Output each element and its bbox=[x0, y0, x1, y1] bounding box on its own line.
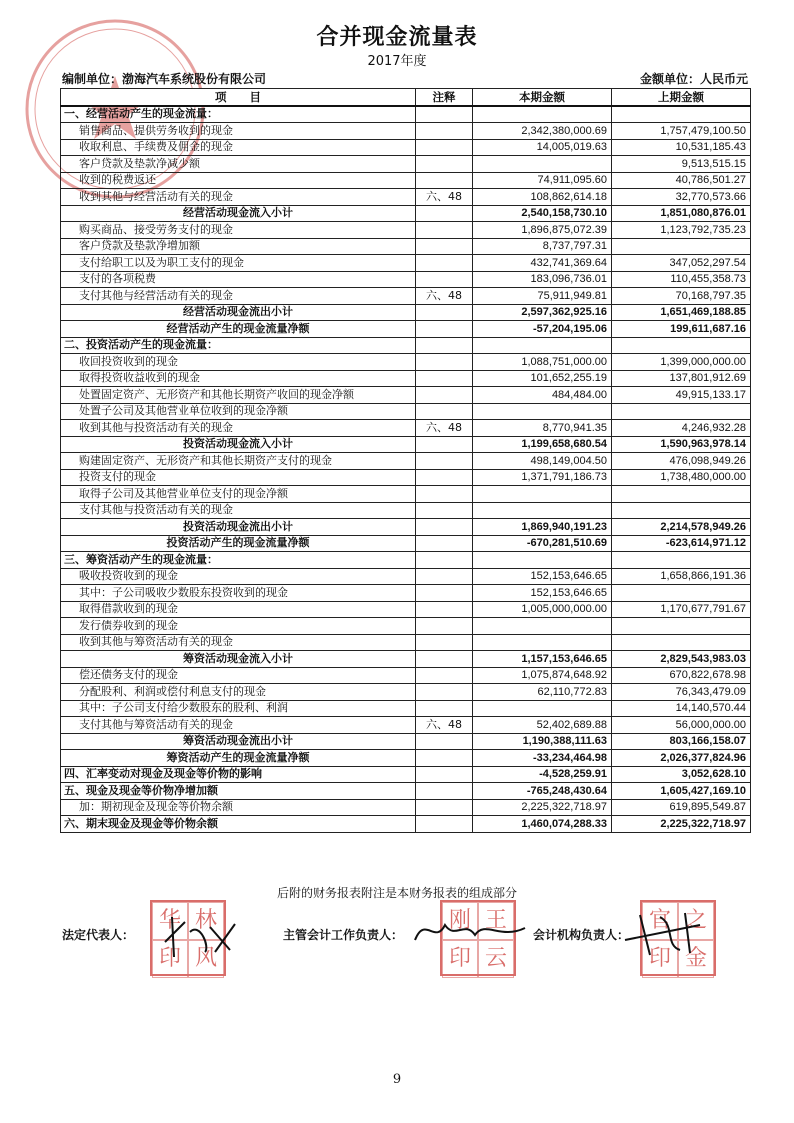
row-note bbox=[416, 139, 473, 156]
row-item: 收回投资收到的现金 bbox=[61, 354, 416, 371]
row-prior-amount: 1,123,792,735.23 bbox=[612, 222, 751, 239]
accounting-head-signature bbox=[410, 910, 530, 950]
row-prior-amount: 1,605,427,169.10 bbox=[612, 783, 751, 800]
row-current-amount: -4,528,259.91 bbox=[473, 766, 612, 783]
row-note bbox=[416, 123, 473, 140]
table-row bbox=[61, 403, 751, 420]
row-prior-amount bbox=[612, 403, 751, 420]
row-item: 经营活动现金流入小计 bbox=[61, 205, 416, 222]
table-row bbox=[61, 238, 751, 255]
row-note bbox=[416, 337, 473, 354]
row-current-amount: 1,157,153,646.65 bbox=[473, 651, 612, 668]
row-note bbox=[416, 568, 473, 585]
row-current-amount bbox=[473, 337, 612, 354]
table-row bbox=[61, 733, 751, 750]
row-current-amount: 2,540,158,730.10 bbox=[473, 205, 612, 222]
row-current-amount bbox=[473, 403, 612, 420]
accounting-org-head-signature bbox=[620, 905, 710, 960]
row-note bbox=[416, 816, 473, 833]
row-item: 吸收投资收到的现金 bbox=[61, 568, 416, 585]
row-prior-amount: 803,166,158.07 bbox=[612, 733, 751, 750]
row-prior-amount: 670,822,678.98 bbox=[612, 667, 751, 684]
row-prior-amount: 56,000,000.00 bbox=[612, 717, 751, 734]
row-current-amount: 74,911,095.60 bbox=[473, 172, 612, 189]
row-note bbox=[416, 519, 473, 536]
row-prior-amount: 1,590,963,978.14 bbox=[612, 436, 751, 453]
row-current-amount bbox=[473, 700, 612, 717]
row-item: 一、经营活动产生的现金流量： bbox=[61, 106, 416, 123]
row-current-amount: -33,234,464.98 bbox=[473, 750, 612, 767]
row-note bbox=[416, 601, 473, 618]
seal-char: 华 bbox=[152, 902, 188, 940]
seal-char: 云 bbox=[478, 940, 514, 978]
row-item: 支付的各项税费 bbox=[61, 271, 416, 288]
table-row bbox=[61, 667, 751, 684]
table-row bbox=[61, 271, 751, 288]
row-current-amount: 1,199,658,680.54 bbox=[473, 436, 612, 453]
row-item: 销售商品、提供劳务收到的现金 bbox=[61, 123, 416, 140]
preparer-label: 编制单位：渤海汽车系统股份有限公司 bbox=[62, 72, 267, 86]
row-prior-amount: 3,052,628.10 bbox=[612, 766, 751, 783]
row-note bbox=[416, 469, 473, 486]
page-title: 合并现金流量表 bbox=[316, 25, 478, 50]
row-note bbox=[416, 783, 473, 800]
row-item: 投资活动现金流入小计 bbox=[61, 436, 416, 453]
row-note bbox=[416, 766, 473, 783]
row-current-amount: -57,204,195.06 bbox=[473, 321, 612, 338]
row-item: 经营活动产生的现金流量净额 bbox=[61, 321, 416, 338]
seal-char: 林 bbox=[188, 902, 224, 940]
row-note bbox=[416, 750, 473, 767]
row-note bbox=[416, 799, 473, 816]
accounting-head-label: 主管会计工作负责人： bbox=[283, 928, 404, 942]
row-prior-amount: 14,140,570.44 bbox=[612, 700, 751, 717]
row-prior-amount bbox=[612, 502, 751, 519]
seal-char: 官 bbox=[642, 902, 678, 940]
header-prior-amount: 上期金额 bbox=[612, 89, 751, 106]
row-current-amount: 8,737,797.31 bbox=[473, 238, 612, 255]
row-note bbox=[416, 453, 473, 470]
row-note bbox=[416, 238, 473, 255]
row-note bbox=[416, 387, 473, 404]
row-current-amount: 75,911,949.81 bbox=[473, 288, 612, 305]
row-note bbox=[416, 222, 473, 239]
row-prior-amount: 1,658,866,191.36 bbox=[612, 568, 751, 585]
table-row bbox=[61, 321, 751, 338]
header-current-amount: 本期金额 bbox=[473, 89, 612, 106]
row-prior-amount bbox=[612, 106, 751, 123]
table-row bbox=[61, 469, 751, 486]
table-row bbox=[61, 156, 751, 173]
row-current-amount bbox=[473, 634, 612, 651]
row-item: 取得投资收益收到的现金 bbox=[61, 370, 416, 387]
row-current-amount: 1,371,791,186.73 bbox=[473, 469, 612, 486]
row-prior-amount: 49,915,133.17 bbox=[612, 387, 751, 404]
row-current-amount: 8,770,941.35 bbox=[473, 420, 612, 437]
seal-char: 金 bbox=[678, 940, 714, 978]
row-item: 客户贷款及垫款净减少额 bbox=[61, 156, 416, 173]
row-current-amount bbox=[473, 502, 612, 519]
row-current-amount: 2,342,380,000.69 bbox=[473, 123, 612, 140]
row-item: 经营活动现金流出小计 bbox=[61, 304, 416, 321]
row-current-amount: 101,652,255.19 bbox=[473, 370, 612, 387]
row-current-amount: 1,190,388,111.63 bbox=[473, 733, 612, 750]
row-note bbox=[416, 486, 473, 503]
row-prior-amount: -623,614,971.12 bbox=[612, 535, 751, 552]
row-item: 筹资活动现金流入小计 bbox=[61, 651, 416, 668]
row-prior-amount: 110,455,358.73 bbox=[612, 271, 751, 288]
row-item: 分配股利、利润或偿付利息支付的现金 bbox=[61, 684, 416, 701]
row-note bbox=[416, 552, 473, 569]
row-current-amount: 2,597,362,925.16 bbox=[473, 304, 612, 321]
legal-representative-label: 法定代表人： bbox=[62, 928, 135, 942]
seal-char: 风 bbox=[188, 940, 224, 978]
row-item: 购建固定资产、无形资产和其他长期资产支付的现金 bbox=[61, 453, 416, 470]
row-note bbox=[416, 535, 473, 552]
row-prior-amount: 40,786,501.27 bbox=[612, 172, 751, 189]
row-item: 收到其他与经营活动有关的现金 bbox=[61, 189, 416, 206]
seal-char: 之 bbox=[678, 902, 714, 940]
table-row bbox=[61, 172, 751, 189]
row-item: 筹资活动产生的现金流量净额 bbox=[61, 750, 416, 767]
row-note bbox=[416, 700, 473, 717]
row-current-amount: 1,896,875,072.39 bbox=[473, 222, 612, 239]
row-note bbox=[416, 585, 473, 602]
table-row bbox=[61, 222, 751, 239]
row-note bbox=[416, 255, 473, 272]
row-note bbox=[416, 436, 473, 453]
table-row bbox=[61, 799, 751, 816]
table-row bbox=[61, 700, 751, 717]
row-prior-amount: 476,098,949.26 bbox=[612, 453, 751, 470]
row-prior-amount bbox=[612, 486, 751, 503]
table-row bbox=[61, 337, 751, 354]
row-prior-amount: 1,170,677,791.67 bbox=[612, 601, 751, 618]
row-note: 六、48 bbox=[416, 189, 473, 206]
row-current-amount: 432,741,369.64 bbox=[473, 255, 612, 272]
row-prior-amount: 137,801,912.69 bbox=[612, 370, 751, 387]
row-item: 支付给职工以及为职工支付的现金 bbox=[61, 255, 416, 272]
row-current-amount bbox=[473, 618, 612, 635]
table-row bbox=[61, 766, 751, 783]
currency-unit-label: 金额单位：人民币元 bbox=[639, 72, 748, 86]
table-row bbox=[61, 651, 751, 668]
table-row bbox=[61, 684, 751, 701]
table-row bbox=[61, 601, 751, 618]
row-prior-amount: 9,513,515.15 bbox=[612, 156, 751, 173]
row-prior-amount: 2,829,543,983.03 bbox=[612, 651, 751, 668]
row-prior-amount: 1,651,469,188.85 bbox=[612, 304, 751, 321]
row-note bbox=[416, 271, 473, 288]
row-current-amount: 1,005,000,000.00 bbox=[473, 601, 612, 618]
table-row bbox=[61, 387, 751, 404]
table-row bbox=[61, 453, 751, 470]
row-item: 收到其他与投资活动有关的现金 bbox=[61, 420, 416, 437]
row-item: 收到的税费返还 bbox=[61, 172, 416, 189]
footer-note: 后附的财务报表附注是本财务报表的组成部分 bbox=[276, 886, 517, 900]
table-row bbox=[61, 436, 751, 453]
row-item: 支付其他与经营活动有关的现金 bbox=[61, 288, 416, 305]
table-body bbox=[61, 106, 751, 833]
row-current-amount: -670,281,510.69 bbox=[473, 535, 612, 552]
table-row bbox=[61, 634, 751, 651]
row-prior-amount: 4,246,932.28 bbox=[612, 420, 751, 437]
table-row bbox=[61, 585, 751, 602]
row-current-amount bbox=[473, 156, 612, 173]
row-current-amount bbox=[473, 552, 612, 569]
row-note bbox=[416, 354, 473, 371]
row-prior-amount bbox=[612, 337, 751, 354]
table-row bbox=[61, 486, 751, 503]
row-note: 六、48 bbox=[416, 420, 473, 437]
report-year: 2017年度 bbox=[367, 54, 427, 69]
row-current-amount: 14,005,019.63 bbox=[473, 139, 612, 156]
table-row bbox=[61, 288, 751, 305]
row-current-amount: -765,248,430.64 bbox=[473, 783, 612, 800]
row-prior-amount: 32,770,573.66 bbox=[612, 189, 751, 206]
table-row bbox=[61, 354, 751, 371]
row-item: 二、投资活动产生的现金流量： bbox=[61, 337, 416, 354]
row-note bbox=[416, 205, 473, 222]
row-item: 四、汇率变动对现金及现金等价物的影响 bbox=[61, 766, 416, 783]
row-note bbox=[416, 172, 473, 189]
page-number: 9 bbox=[392, 1072, 402, 1087]
row-note: 六、48 bbox=[416, 288, 473, 305]
table-row bbox=[61, 123, 751, 140]
row-note bbox=[416, 651, 473, 668]
row-item: 五、现金及现金等价物净增加额 bbox=[61, 783, 416, 800]
row-item: 取得借款收到的现金 bbox=[61, 601, 416, 618]
table-row bbox=[61, 519, 751, 536]
row-prior-amount: 10,531,185.43 bbox=[612, 139, 751, 156]
table-row bbox=[61, 370, 751, 387]
row-prior-amount: 76,343,479.09 bbox=[612, 684, 751, 701]
row-prior-amount: 1,851,080,876.01 bbox=[612, 205, 751, 222]
row-note bbox=[416, 733, 473, 750]
row-current-amount: 2,225,322,718.97 bbox=[473, 799, 612, 816]
row-item: 购买商品、接受劳务支付的现金 bbox=[61, 222, 416, 239]
row-prior-amount: 1,399,000,000.00 bbox=[612, 354, 751, 371]
table-row bbox=[61, 205, 751, 222]
table-row bbox=[61, 535, 751, 552]
row-item: 收取利息、手续费及佣金的现金 bbox=[61, 139, 416, 156]
row-item: 取得子公司及其他营业单位支付的现金净额 bbox=[61, 486, 416, 503]
row-prior-amount: 1,738,480,000.00 bbox=[612, 469, 751, 486]
row-current-amount bbox=[473, 486, 612, 503]
row-current-amount: 152,153,646.65 bbox=[473, 585, 612, 602]
row-prior-amount bbox=[612, 238, 751, 255]
row-item: 支付其他与投资活动有关的现金 bbox=[61, 502, 416, 519]
table-row bbox=[61, 618, 751, 635]
row-note bbox=[416, 321, 473, 338]
table-row bbox=[61, 717, 751, 734]
seal-char: 刚 bbox=[442, 902, 478, 940]
row-item: 发行债券收到的现金 bbox=[61, 618, 416, 635]
table-header-row bbox=[61, 89, 751, 106]
seal-char: 印 bbox=[442, 940, 478, 978]
row-item: 投资活动产生的现金流量净额 bbox=[61, 535, 416, 552]
row-current-amount: 1,869,940,191.23 bbox=[473, 519, 612, 536]
row-item: 支付其他与筹资活动有关的现金 bbox=[61, 717, 416, 734]
row-item: 其中：子公司吸收少数股东投资收到的现金 bbox=[61, 585, 416, 602]
legal-representative-signature bbox=[160, 912, 240, 962]
row-item: 加：期初现金及现金等价物余额 bbox=[61, 799, 416, 816]
table-row bbox=[61, 106, 751, 123]
table-row bbox=[61, 502, 751, 519]
row-prior-amount: 619,895,549.87 bbox=[612, 799, 751, 816]
row-note bbox=[416, 684, 473, 701]
row-current-amount: 52,402,689.88 bbox=[473, 717, 612, 734]
row-note bbox=[416, 618, 473, 635]
row-prior-amount: 347,052,297.54 bbox=[612, 255, 751, 272]
row-note bbox=[416, 667, 473, 684]
accounting-org-head-label: 会计机构负责人： bbox=[533, 928, 630, 942]
row-prior-amount bbox=[612, 585, 751, 602]
row-item: 处置子公司及其他营业单位收到的现金净额 bbox=[61, 403, 416, 420]
row-item: 偿还债务支付的现金 bbox=[61, 667, 416, 684]
table-row bbox=[61, 189, 751, 206]
row-prior-amount bbox=[612, 552, 751, 569]
row-note bbox=[416, 304, 473, 321]
table-row bbox=[61, 304, 751, 321]
row-current-amount: 1,460,074,288.33 bbox=[473, 816, 612, 833]
row-item: 其中：子公司支付给少数股东的股利、利润 bbox=[61, 700, 416, 717]
table-row bbox=[61, 255, 751, 272]
row-note: 六、48 bbox=[416, 717, 473, 734]
row-prior-amount: 70,168,797.35 bbox=[612, 288, 751, 305]
row-item: 处置固定资产、无形资产和其他长期资产收回的现金净额 bbox=[61, 387, 416, 404]
row-note bbox=[416, 403, 473, 420]
row-item: 投资支付的现金 bbox=[61, 469, 416, 486]
row-current-amount: 1,075,874,648.92 bbox=[473, 667, 612, 684]
cash-flow-table bbox=[60, 88, 751, 833]
header-item: 项 目 bbox=[61, 89, 416, 106]
table-row bbox=[61, 420, 751, 437]
row-current-amount: 62,110,772.83 bbox=[473, 684, 612, 701]
row-prior-amount: 2,225,322,718.97 bbox=[612, 816, 751, 833]
row-current-amount: 498,149,004.50 bbox=[473, 453, 612, 470]
row-prior-amount: 2,026,377,824.96 bbox=[612, 750, 751, 767]
row-item: 投资活动现金流出小计 bbox=[61, 519, 416, 536]
row-item: 六、期末现金及现金等价物余额 bbox=[61, 816, 416, 833]
row-item: 客户贷款及垫款净增加额 bbox=[61, 238, 416, 255]
seal-char: 王 bbox=[478, 902, 514, 940]
row-item: 筹资活动现金流出小计 bbox=[61, 733, 416, 750]
row-prior-amount: 2,214,578,949.26 bbox=[612, 519, 751, 536]
row-current-amount: 108,862,614.18 bbox=[473, 189, 612, 206]
row-prior-amount: 199,611,687.16 bbox=[612, 321, 751, 338]
table-row bbox=[61, 750, 751, 767]
table-row bbox=[61, 783, 751, 800]
row-note bbox=[416, 502, 473, 519]
table-row bbox=[61, 552, 751, 569]
seal-char: 印 bbox=[642, 940, 678, 978]
row-note bbox=[416, 156, 473, 173]
header-note: 注释 bbox=[416, 89, 473, 106]
row-note bbox=[416, 634, 473, 651]
table-row bbox=[61, 139, 751, 156]
table-row bbox=[61, 816, 751, 833]
row-prior-amount bbox=[612, 618, 751, 635]
row-prior-amount bbox=[612, 634, 751, 651]
row-prior-amount: 1,757,479,100.50 bbox=[612, 123, 751, 140]
row-note bbox=[416, 106, 473, 123]
table-row bbox=[61, 568, 751, 585]
row-item: 收到其他与筹资活动有关的现金 bbox=[61, 634, 416, 651]
row-current-amount: 183,096,736.01 bbox=[473, 271, 612, 288]
row-note bbox=[416, 370, 473, 387]
row-current-amount bbox=[473, 106, 612, 123]
row-current-amount: 152,153,646.65 bbox=[473, 568, 612, 585]
row-current-amount: 1,088,751,000.00 bbox=[473, 354, 612, 371]
seal-char: 印 bbox=[152, 940, 188, 978]
row-current-amount: 484,484.00 bbox=[473, 387, 612, 404]
row-item: 三、筹资活动产生的现金流量： bbox=[61, 552, 416, 569]
